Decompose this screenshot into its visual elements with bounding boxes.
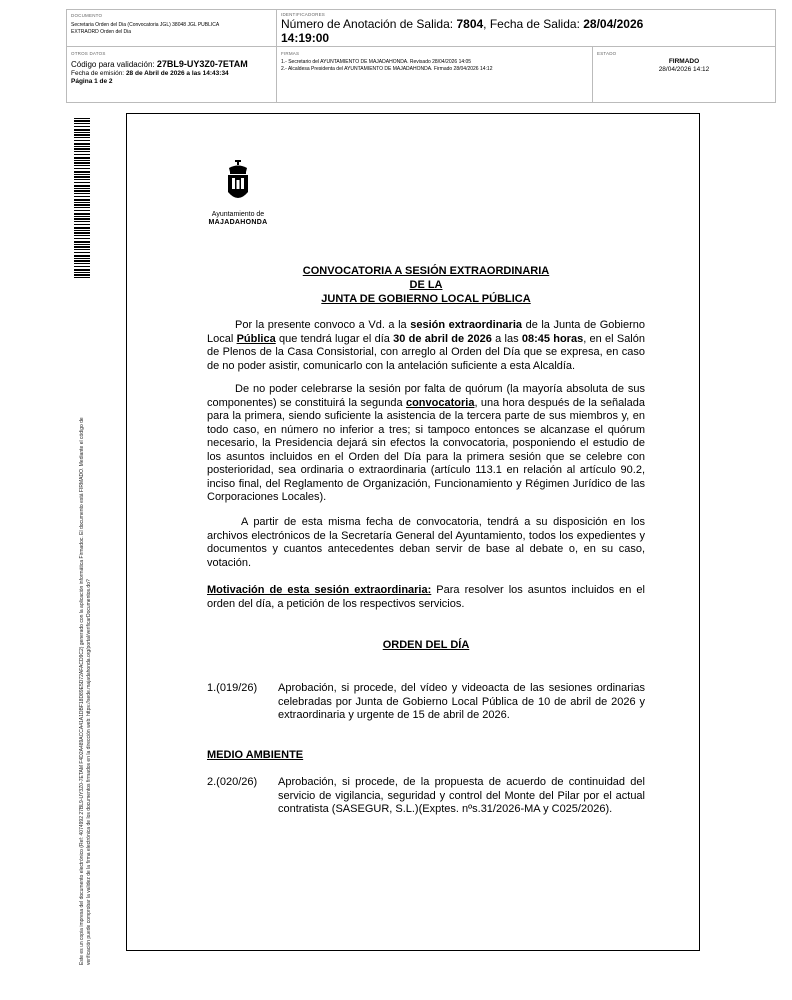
estado-cell (593, 47, 775, 103)
firma-2: 2.- Alcaldesa Presidenta del AYUNTAMIENTO DE MAJADAHONDA. Firmado 28/04/2026 14:12 (281, 66, 493, 72)
paragraph-motivacion (207, 584, 645, 611)
estado-value: FIRMADO (668, 58, 700, 65)
p2-text-a: De no poder celebrarse la sesión por falta de quórum (la mayoría absoluta de sus componentes) se constituirá la segunda (207, 383, 645, 409)
side-text-line1: Este es un copia impresa del documento electrónico (Ref: 4074992 27BL9-UY3Z0-7ETAM F4D2A489ACCA41A1DBF18D89E5D72AFACD9C2) generado con la aplicación informática Firmadoc. El documento está FIRMADO. Mediante el código de (79, 417, 85, 965)
agenda-item-text: Aprobación, si procede, de la propuesta de acuerdo de continuidad del servicio de vigilancia, seguridad y control del Monte del Pilar por el actual contratista (SASEGUR, S.L.)(Exptes. nºs.31/2026-MA y C025/2026). (278, 776, 645, 815)
p1-text-e: que tendrá lugar el día (275, 332, 394, 345)
p1-hora: 08:45 horas (521, 332, 584, 345)
document-header (66, 9, 776, 103)
otros-caption: OTROS DATOS (71, 51, 106, 56)
motivacion-label: Motivación de esta sesión extraordinaria: (207, 584, 432, 596)
fecha-label: , Fecha de Salida: (483, 17, 580, 31)
orden-del-dia-title: ORDEN DEL DÍA (382, 639, 470, 651)
title-line1: CONVOCATORIA A SESIÓN EXTRAORDINARIA (302, 265, 550, 277)
p1-publica: Pública (236, 332, 276, 345)
codigo-label: Código para validación: (71, 60, 155, 69)
codigo-value: 27BL9-UY3Z0-7ETAM (156, 59, 248, 69)
firmas-cell (277, 47, 593, 103)
firma-1: 1.- Secretario del AYUNTAMIENTO DE MAJADAHONDA. Revisado 28/04/2026 14:05 (281, 59, 472, 65)
p1-fecha: 30 de abril de 2026 (393, 332, 492, 345)
anotacion-line (281, 17, 771, 45)
documento-line2: EXTRAORD Orden del Dia (71, 29, 132, 35)
identificadores-caption: IDENTIFICADORES (281, 12, 326, 17)
documento-caption: DOCUMENTO (71, 13, 103, 18)
estado-caption: ESTADO (597, 51, 617, 56)
document-title (207, 264, 645, 306)
logo-line2: MAJADAHONDA (208, 219, 268, 226)
documento-cell (67, 10, 277, 47)
anotacion-label: Número de Anotación de Salida: (281, 17, 454, 31)
p1-text-g: a las (491, 332, 522, 345)
anotacion-number: 7804 (456, 17, 484, 31)
agenda-item-number: 1.(019/26) (207, 682, 258, 694)
hora-value: 14:19:00 (281, 31, 330, 45)
section-medio-ambiente: MEDIO AMBIENTE (207, 749, 304, 761)
motivacion-text: Para resolver los asuntos incluidos en el orden del día, a petición de los respectivos servicios. (207, 584, 645, 610)
fecha-emision (71, 70, 272, 78)
p1-text-a: Por la presente convoco a Vd. a la (235, 319, 411, 331)
side-text-line2: verificación puede comprobar la validez de la firma electrónica de los documentos firmados en la dirección web: https://sede.majadahonda.org/portal/verificarDocumentos.do? (86, 579, 92, 965)
paragraph-convocatoria (207, 319, 645, 373)
p1-text-c: de la Junta de Gobierno Local (207, 319, 645, 345)
identificadores-cell (277, 10, 775, 47)
estado-date: 28/04/2026 14:12 (658, 66, 710, 73)
p2-text-c: , una hora después de la señalada para la primera, siendo suficiente la asistencia de la tercera parte de sus miembros y, en todo caso, en número no inferior a tres; si tampoco entonces se alcanzase el quórum necesario, la Presidencia dejará sin efectos la convocatoria, posponiendo el estudio de los asuntos incluidos en el Orden del Día para la primera sesión que se celebre con posterioridad, sea ordinaria o extraordinaria (artículo 113.1 en relación al artículo 90.2, inciso final, del Reglamento de Organización, Funcionamiento y Régimen Jurídico de las Corporaciones Locales). (207, 396, 645, 503)
logo-line1: Ayuntamiento de (211, 211, 265, 218)
firmas-caption: FIRMAS (281, 51, 300, 56)
agenda-item-number: 2.(020/26) (207, 776, 258, 788)
p2-convocatoria: convocatoria (405, 396, 475, 409)
codigo-validacion (71, 59, 272, 70)
emision-value: 28 de Abril de 2026 a las 14:43:34 (125, 70, 229, 77)
coat-of-arms-icon (226, 160, 250, 204)
title-line2: DE LA (409, 279, 443, 291)
page-number: Página 1 de 2 (71, 78, 113, 85)
fecha-value: 28/04/2026 (583, 17, 644, 31)
p1-sesion: sesión extraordinaria (410, 319, 523, 331)
paragraph-archivos: A partir de esta misma fecha de convocatoria, tendrá a su disposición en los archivos electrónicos de la Secretaría General del Ayuntamiento, todos los expedientes y documentos y cuantos antecedentes deban servir de base al debate o, en su caso, votación. (207, 516, 645, 569)
verification-side-text (79, 305, 93, 965)
barcode-icon (74, 118, 90, 280)
documento-line1: Secretaria Orden del Dia (Convocatoria JGL) 38048 JGL PUBLICA (71, 22, 220, 28)
agenda-item-text: Aprobación, si procede, del vídeo y videoacta de las sesiones ordinarias celebradas por Junta de Gobierno Local Pública de 10 de abril de 2026 y extraordinaria y urgente de 15 de abril de 2026. (278, 682, 645, 721)
title-line3: JUNTA DE GOBIERNO LOCAL PÚBLICA (321, 293, 531, 305)
p1-text-i: , en el Salón de Plenos de la Casa Consistorial, con arreglo al Orden del Día que se expresa, en caso de no poder asistir, comunicarlo con la antelación suficiente a esta Alcaldía. (207, 332, 645, 372)
ayuntamiento-logo (203, 160, 273, 232)
emision-label: Fecha de emisión: (71, 70, 125, 77)
otros-datos-cell (67, 47, 277, 103)
paragraph-quorum (207, 383, 645, 505)
